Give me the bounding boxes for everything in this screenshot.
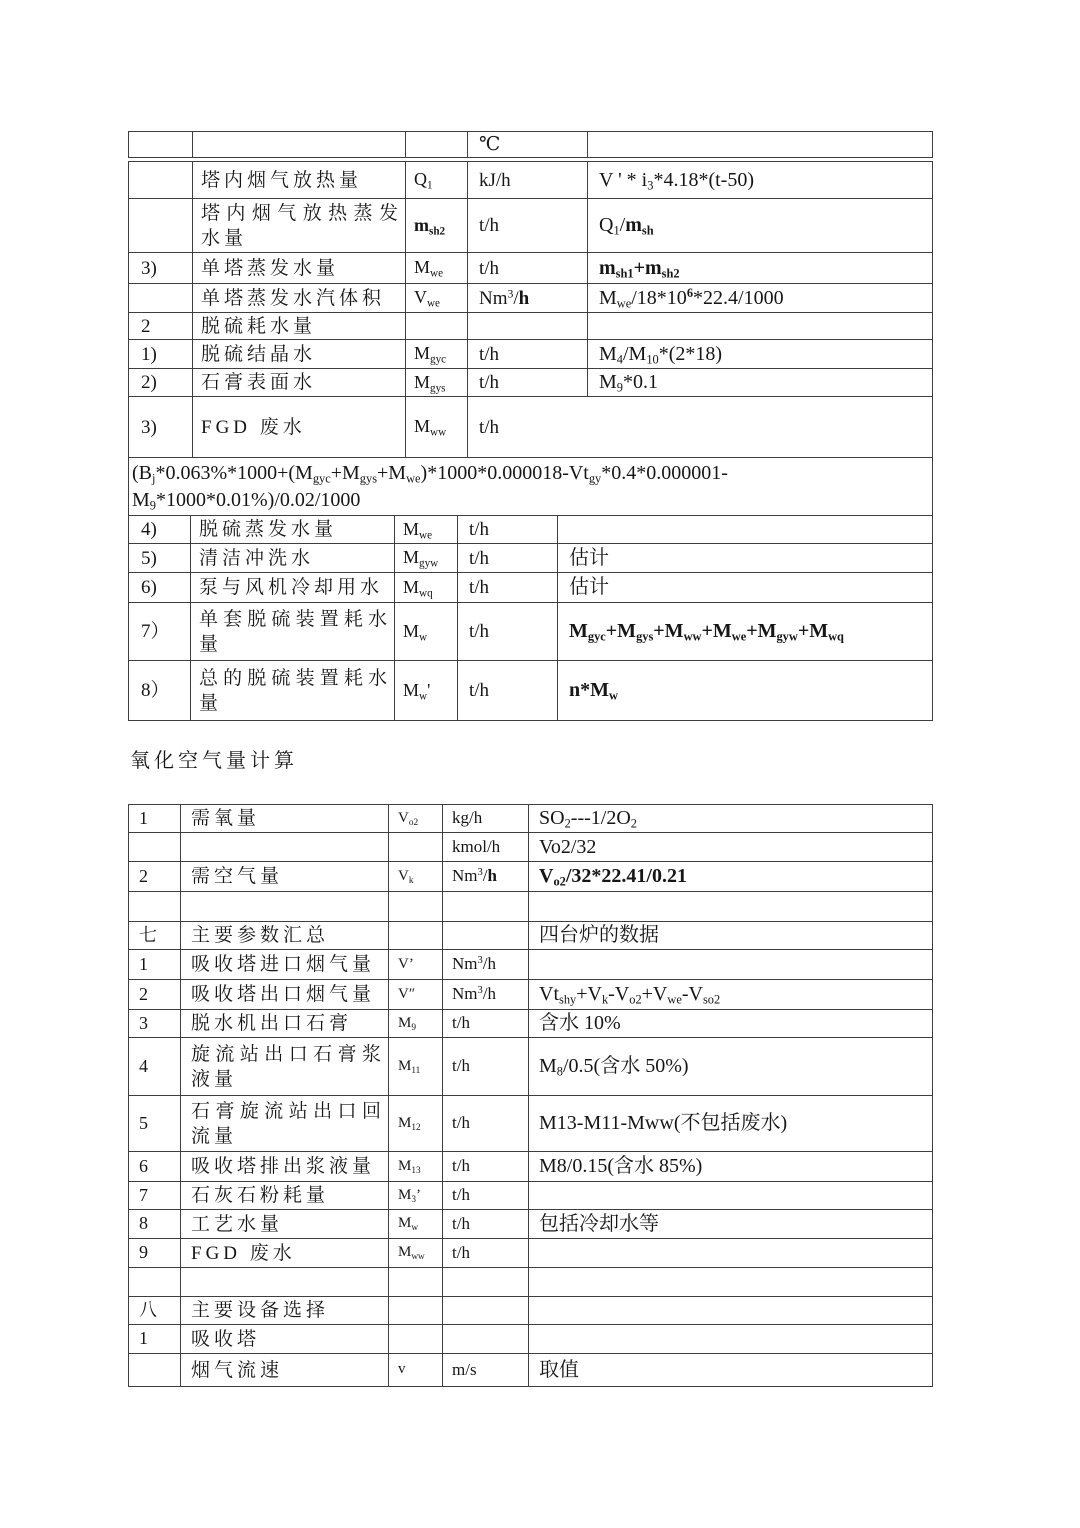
symbol-cell: $M_{wq}$ (395, 573, 458, 603)
formula-row-cell: $(B_j*0.063\%*1000+(M_{gyc}+M_{gys}+M_{we})*1000*0.000018-Vt_{gy}*0.4*0.000001-M_9*1000*0.01\%)/0.02/1000$ (129, 458, 933, 516)
row-number-cell: 1 (129, 950, 181, 980)
symbol-cell: $M_{12}$ (389, 1096, 443, 1152)
row-number-cell: 7 (129, 1182, 181, 1210)
symbol-cell (406, 132, 468, 158)
item-name-cell: FGD 废水 (193, 397, 406, 458)
formula-cell (529, 950, 933, 980)
symbol-cell (389, 1325, 443, 1354)
unit-cell: kmol/h (443, 833, 529, 862)
table-row (129, 132, 933, 158)
row-number-cell: 2 (129, 862, 181, 892)
row-number-cell: 8 (129, 1210, 181, 1239)
row-number-cell (129, 199, 193, 253)
symbol-cell: $M_w$ (389, 1210, 443, 1239)
symbol-cell (406, 313, 468, 340)
formula-cell: $M_4/M_{10}*(2*18)$ (588, 340, 933, 369)
formula-cell: 取值 (529, 1354, 933, 1387)
table-row (129, 805, 933, 833)
formula-cell: $n*M_w$ (558, 661, 933, 721)
item-name-cell: 吸收塔进口烟气量 (181, 950, 389, 980)
table-row (129, 1325, 933, 1354)
oxidation-air-table (128, 804, 933, 1387)
table-row (129, 1038, 933, 1096)
table-row (129, 862, 933, 892)
formula-cell: V ' * $i_3*4.18*(t-50)$ (588, 162, 933, 199)
symbol-cell (389, 892, 443, 922)
row-number-cell (129, 1268, 181, 1297)
table-row (129, 833, 933, 862)
unit-cell: t/h (458, 603, 558, 661)
unit-cell: t/h (443, 1210, 529, 1239)
row-number-cell: 八 (129, 1297, 181, 1325)
formula-cell: M8/0.15(含水 85%) (529, 1152, 933, 1182)
item-name-cell: 需空气量 (181, 862, 389, 892)
formula-cell: 估计 (558, 573, 933, 603)
row-number-cell: 4 (129, 1038, 181, 1096)
table-row (129, 1210, 933, 1239)
table-row (129, 892, 933, 922)
symbol-cell: $M_3$’ (389, 1182, 443, 1210)
formula-cell: $M_{gyc}+M_{gys}+M_{ww}+M_{we}+M_{gyw}+M_{wq}$ (558, 603, 933, 661)
symbol-cell: $M_{we}$ (406, 253, 468, 284)
item-name-cell: 旋流站出口石膏浆液量 (181, 1038, 389, 1096)
symbol-cell: $M_9$ (389, 1010, 443, 1038)
table-row (129, 980, 933, 1010)
table-row (129, 340, 933, 369)
item-name-cell: 单套脱硫装置耗水量 (191, 603, 395, 661)
formula-cell (529, 1268, 933, 1297)
unit-cell: t/h (468, 369, 588, 397)
formula-cell: $M_9*0.1$ (588, 369, 933, 397)
row-number-cell (129, 833, 181, 862)
row-number-cell: 2 (129, 980, 181, 1010)
formula-cell (529, 1297, 933, 1325)
formula-cell (588, 313, 933, 340)
unit-cell: t/h (458, 544, 558, 573)
item-name-cell: 烟气流速 (181, 1354, 389, 1387)
unit-cell: Nm$^3$/h (443, 862, 529, 892)
symbol-cell: $Q_1$ (406, 162, 468, 199)
item-name-cell: 塔内烟气放热量 (193, 162, 406, 199)
table-row (129, 950, 933, 980)
unit-cell: t/h (468, 253, 588, 284)
unit-cell (443, 922, 529, 950)
formula-cell: 含水 10% (529, 1010, 933, 1038)
unit-cell: t/h (468, 199, 588, 253)
item-name-cell (193, 132, 406, 158)
symbol-cell: V″ (389, 980, 443, 1010)
unit-cell: t/h (443, 1096, 529, 1152)
symbol-cell: $M_w'$ (395, 661, 458, 721)
formula-cell: $V_{o2}/32*22.41/0.21$ (529, 862, 933, 892)
symbol-cell: $M_{ww}$ (389, 1239, 443, 1268)
table-row (129, 284, 933, 313)
item-name-cell: 脱硫结晶水 (193, 340, 406, 369)
table-row (129, 253, 933, 284)
row-number-cell: 1) (129, 340, 193, 369)
unit-cell: t/h (443, 1182, 529, 1210)
row-number-cell: 6) (129, 573, 191, 603)
item-name-cell: 塔内烟气放热蒸发水量 (193, 199, 406, 253)
unit-cell: Nm$^3$/h (443, 950, 529, 980)
table-row (129, 573, 933, 603)
item-name-cell: 吸收塔 (181, 1325, 389, 1354)
symbol-cell: $V_{we}$ (406, 284, 468, 313)
item-name-cell: 清洁冲洗水 (191, 544, 395, 573)
row-number-cell: 4) (129, 516, 191, 544)
formula-cell (529, 1182, 933, 1210)
formula-cell: $Vt_{shy}+V_k-V_{o2}+V_{we}-V_{so2}$ (529, 980, 933, 1010)
symbol-cell: v (389, 1354, 443, 1387)
table-row (129, 603, 933, 661)
table-row (129, 1010, 933, 1038)
formula-cell: $M_8/0.5$(含水 50%) (529, 1038, 933, 1096)
symbol-cell: $M_{11}$ (389, 1038, 443, 1096)
table-row (129, 1239, 933, 1268)
item-name-cell (181, 833, 389, 862)
item-name-cell (181, 892, 389, 922)
row-number-cell: 7） (129, 603, 191, 661)
table-row (129, 313, 933, 340)
table-row (129, 661, 933, 721)
table-row (129, 922, 933, 950)
unit-cell: Nm$^3$/h (468, 284, 588, 313)
row-number-cell: 1 (129, 805, 181, 833)
unit-cell: t/h (443, 1239, 529, 1268)
item-name-cell: FGD 废水 (181, 1239, 389, 1268)
row-number-cell: 5 (129, 1096, 181, 1152)
formula-cell (529, 892, 933, 922)
item-name-cell: 石灰石粉耗量 (181, 1182, 389, 1210)
symbol-cell: $M_{gyc}$ (406, 340, 468, 369)
symbol-cell (389, 922, 443, 950)
water-balance-table-lower (128, 515, 933, 721)
row-number-cell: 3) (129, 397, 193, 458)
item-name-cell: 总的脱硫装置耗水量 (191, 661, 395, 721)
symbol-cell: $M_{we}$ (395, 516, 458, 544)
formula-cell (529, 1239, 933, 1268)
table-row (129, 1096, 933, 1152)
item-name-cell: 单塔蒸发水汽体积 (193, 284, 406, 313)
formula-cell: $M_{we}/18*10^6*22.4/1000$ (588, 284, 933, 313)
row-number-cell: 5) (129, 544, 191, 573)
row-number-cell (129, 284, 193, 313)
symbol-cell: $M_{13}$ (389, 1152, 443, 1182)
row-number-cell: 8） (129, 661, 191, 721)
symbol-cell: $V_{o2}$ (389, 805, 443, 833)
table-row (129, 1297, 933, 1325)
item-name-cell: 主要参数汇总 (181, 922, 389, 950)
symbol-cell: V’ (389, 950, 443, 980)
symbol-cell (389, 833, 443, 862)
unit-cell: t/h (458, 516, 558, 544)
unit-cell: t/h (468, 397, 933, 458)
item-name-cell: 吸收塔出口烟气量 (181, 980, 389, 1010)
table-row (129, 397, 933, 458)
formula-cell (588, 132, 933, 158)
row-number-cell: 2 (129, 313, 193, 340)
item-name-cell (181, 1268, 389, 1297)
row-number-cell (129, 132, 193, 158)
item-name-cell: 主要设备选择 (181, 1297, 389, 1325)
row-number-cell: 1 (129, 1325, 181, 1354)
item-name-cell: 石膏旋流站出口回流量 (181, 1096, 389, 1152)
formula-cell (558, 516, 933, 544)
water-balance-table-upper (128, 161, 933, 516)
water-balance-table-top-fragment (128, 131, 933, 158)
table-row (129, 1182, 933, 1210)
symbol-cell (389, 1297, 443, 1325)
unit-cell: t/h (458, 661, 558, 721)
item-name-cell: 吸收塔排出浆液量 (181, 1152, 389, 1182)
item-name-cell: 脱水机出口石膏 (181, 1010, 389, 1038)
formula-cell: 四台炉的数据 (529, 922, 933, 950)
symbol-cell: $V_k$ (389, 862, 443, 892)
unit-cell: t/h (468, 340, 588, 369)
unit-cell: m/s (443, 1354, 529, 1387)
item-name-cell: 脱硫蒸发水量 (191, 516, 395, 544)
formula-cell: Vo2/32 (529, 833, 933, 862)
item-name-cell: 单塔蒸发水量 (193, 253, 406, 284)
formula-cell: $SO_2---1/2O_2$ (529, 805, 933, 833)
formula-cell: 包括冷却水等 (529, 1210, 933, 1239)
unit-cell (443, 1268, 529, 1297)
unit-cell: t/h (443, 1152, 529, 1182)
item-name-cell: 泵与风机冷却用水 (191, 573, 395, 603)
row-number-cell: 9 (129, 1239, 181, 1268)
table-row (129, 162, 933, 199)
table-row (129, 458, 933, 516)
symbol-cell: $M_w$ (395, 603, 458, 661)
table-row (129, 369, 933, 397)
formula-cell: M13-M11-Mww(不包括废水) (529, 1096, 933, 1152)
symbol-cell (389, 1268, 443, 1297)
unit-cell (443, 892, 529, 922)
row-number-cell (129, 162, 193, 199)
formula-cell: $m_{sh1}+m_{sh2}$ (588, 253, 933, 284)
unit-cell (443, 1325, 529, 1354)
table-row (129, 544, 933, 573)
table-row (129, 1354, 933, 1387)
formula-cell: $Q_1/m_{sh}$ (588, 199, 933, 253)
formula-cell: 估计 (558, 544, 933, 573)
unit-cell: Nm$^3$/h (443, 980, 529, 1010)
table-row (129, 1268, 933, 1297)
item-name-cell: 需氧量 (181, 805, 389, 833)
formula-cell (529, 1325, 933, 1354)
item-name-cell: 石膏表面水 (193, 369, 406, 397)
unit-cell: t/h (458, 573, 558, 603)
row-number-cell: 七 (129, 922, 181, 950)
unit-cell: kJ/h (468, 162, 588, 199)
row-number-cell (129, 892, 181, 922)
table-row (129, 516, 933, 544)
symbol-cell: $M_{gyw}$ (395, 544, 458, 573)
row-number-cell: 6 (129, 1152, 181, 1182)
unit-cell: kg/h (443, 805, 529, 833)
symbol-cell: $m_{sh2}$ (406, 199, 468, 253)
table-row (129, 1152, 933, 1182)
row-number-cell: 3 (129, 1010, 181, 1038)
unit-cell: ℃ (468, 132, 588, 158)
item-name-cell: 工艺水量 (181, 1210, 389, 1239)
unit-cell: t/h (443, 1010, 529, 1038)
row-number-cell (129, 1354, 181, 1387)
row-number-cell: 3) (129, 253, 193, 284)
symbol-cell: $M_{gys}$ (406, 369, 468, 397)
symbol-cell: $M_{ww}$ (406, 397, 468, 458)
unit-cell: t/h (443, 1038, 529, 1096)
unit-cell (468, 313, 588, 340)
unit-cell (443, 1297, 529, 1325)
row-number-cell: 2) (129, 369, 193, 397)
section-heading: 氧化空气量计算 (130, 750, 298, 773)
table-row (129, 199, 933, 253)
item-name-cell: 脱硫耗水量 (193, 313, 406, 340)
